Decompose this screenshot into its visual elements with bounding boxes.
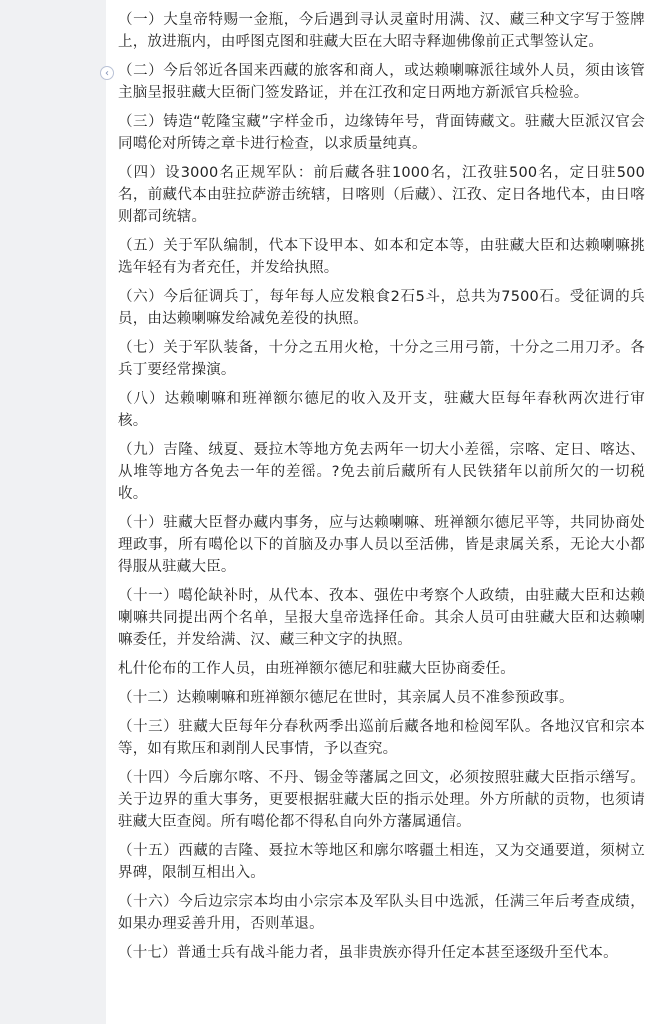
paragraph-3: （三）铸造“乾隆宝藏”字样金币，边缘铸年号，背面铸藏文。驻藏大臣派汉官会同噶伦对所铸之章卡进行检查，以求质量纯真。 [118, 114, 645, 152]
paragraph-17: （十六）今后边宗宗本均由小宗宗本及军队头目中选派，任满三年后考查成绩，如果办理妥善升用，否则革退。 [118, 894, 645, 932]
paragraph-7: （七）关于军队装备，十分之五用火枪，十分之三用弓箭，十分之二用刀矛。各兵丁要经常操演。 [118, 340, 645, 378]
paragraph-8: （八）达赖喇嘛和班禅额尔德尼的收入及开支，驻藏大臣每年春秋两次进行审核。 [118, 391, 645, 429]
document-page [106, 0, 651, 1024]
paragraph-4: （四）设3000名正规军队：前后藏各驻1000名，江孜驻500名，定日驻500名，前藏代本由驻拉萨游击统辖，日喀则（后藏）、江孜、定日各地代本，由日喀则都司统辖。 [118, 165, 645, 225]
paragraph-6: （六）今后征调兵丁，每年每人应发粮食2石5斗，总共为7500石。受征调的兵员，由达赖喇嘛发给减免差役的执照。 [118, 289, 645, 327]
left-gutter [0, 0, 100, 1024]
paragraph-2: （二）今后邻近各国来西藏的旅客和商人，或达赖喇嘛派往域外人员，须由该管主脑呈报驻藏大臣衙门签发路证，并在江孜和定日两地方新派官兵检验。 [118, 63, 645, 101]
paragraph-1: （一）大皇帝特赐一金瓶，今后遇到寻认灵童时用满、汉、藏三种文字写于签牌上，放进瓶内，由呼图克图和驻藏大臣在大昭寺释迦佛像前正式掣签认定。 [118, 12, 645, 50]
paragraph-16: （十五）西藏的吉隆、聂拉木等地区和廓尔喀疆土相连，又为交通要道，须树立界碑，限制互相出入。 [118, 843, 645, 881]
paragraph-10: （十）驻藏大臣督办藏内事务，应与达赖喇嘛、班禅额尔德尼平等，共同协商处理政事，所有噶伦以下的首脑及办事人员以至活佛，皆是隶属关系，无论大小都得服从驻藏大臣。 [118, 515, 645, 575]
paragraph-13: （十二）达赖喇嘛和班禅额尔德尼在世时，其亲属人员不准参预政事。 [118, 690, 574, 706]
paragraph-14: （十三）驻藏大臣每年分春秋两季出巡前后藏各地和检阅军队。各地汉官和宗本等，如有欺压和剥削人民事情，予以查究。 [118, 719, 645, 757]
paragraph-15: （十四）今后廓尔喀、不丹、锡金等藩属之回文，必须按照驻藏大臣指示缮写。关于边界的重大事务，更要根据驻藏大臣的指示处理。外方所献的贡物，也须请驻藏大臣查阅。所有噶伦都不得私自向外方藩属通信。 [118, 770, 645, 830]
collapse-sidebar-icon[interactable]: ‹ [100, 66, 114, 80]
paragraph-18: （十七）普通士兵有战斗能力者，虽非贵族亦得升任定本甚至逐级升至代本。 [118, 945, 618, 961]
paragraph-12: 札什伦布的工作人员，由班禅额尔德尼和驻藏大臣协商委任。 [118, 661, 515, 677]
paragraph-5: （五）关于军队编制，代本下设甲本、如本和定本等，由驻藏大臣和达赖喇嘛挑选年轻有为者充任，并发给执照。 [118, 238, 645, 276]
paragraph-9: （九）吉隆、绒夏、聂拉木等地方免去两年一切大小差徭，宗喀、定日、喀达、从堆等地方各免去一年的差徭。?免去前后藏所有人民铁猪年以前所欠的一切税收。 [118, 442, 645, 502]
paragraph-11: （十一）噶伦缺补时，从代本、孜本、强佐中考察个人政绩，由驻藏大臣和达赖喇嘛共同提出两个名单，呈报大皇帝选择任命。其余人员可由驻藏大臣和达赖喇嘛委任，并发给满、汉、藏三种文字的执照。 [118, 588, 645, 648]
